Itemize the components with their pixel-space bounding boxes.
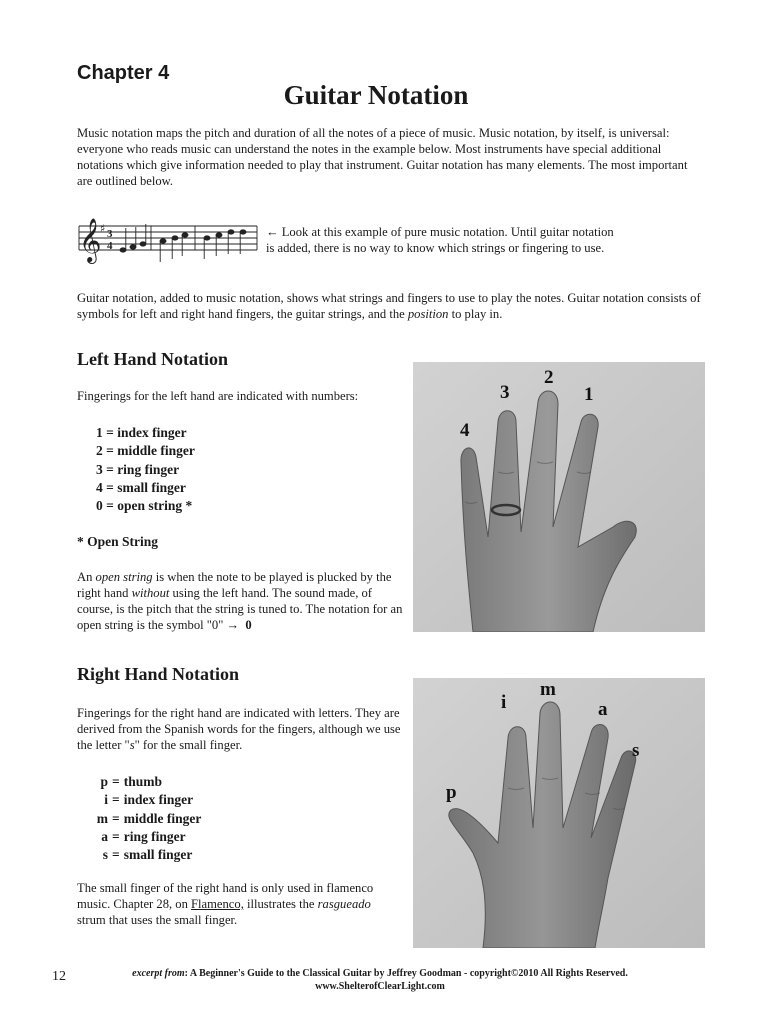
finger-label-2: 2 bbox=[544, 367, 554, 388]
guitar-notation-paragraph bbox=[77, 290, 707, 322]
open-para-text: An bbox=[77, 570, 96, 584]
page-title: Guitar Notation bbox=[283, 80, 469, 110]
left-hand-list bbox=[96, 424, 195, 515]
list-item: 4 = small finger bbox=[96, 479, 186, 495]
small-para-text: illustrates the bbox=[243, 897, 318, 911]
list-item: 0 = open string * bbox=[96, 498, 193, 514]
left-hand-intro: Fingerings for the left hand are indicated with numbers: bbox=[77, 389, 359, 403]
list-item: 3 = ring finger bbox=[96, 461, 180, 477]
finger-label-1: 1 bbox=[584, 384, 594, 405]
list-item: m = middle finger bbox=[89, 810, 201, 828]
rh-intro-text: Fingerings for the right hand are indicated with letters. They are derived from the Spanish words for the fingers, although we use the letter " bbox=[77, 706, 401, 752]
staff-note bbox=[266, 224, 686, 256]
finger-label-i: i bbox=[501, 692, 507, 713]
time-sig-bottom: 4 bbox=[107, 240, 113, 252]
small-para-text: strum that uses the small finger. bbox=[77, 913, 238, 927]
guitar-para-before: Guitar notation, added to music notation, shows what strings and fingers to use to play the notes. Guitar notation consists of symbols for left and right hand fingers, the guitar strings, and the bbox=[77, 291, 701, 321]
open-para-text: is when the note to be played is plucked by the right hand bbox=[77, 570, 392, 600]
footer-copyright: : A Beginner's Guide to the Classical Guitar by Jeffrey Goodman - copyright©2010 All Rights Reserved. bbox=[184, 968, 628, 979]
footer-line1 bbox=[80, 967, 680, 980]
staff-note-line2: is added, there is no way to know which strings or fingering to use. bbox=[266, 241, 605, 255]
rh-key: m bbox=[96, 810, 108, 826]
staff-svg bbox=[77, 214, 262, 268]
rh-key: p bbox=[100, 774, 108, 789]
rh-value: small finger bbox=[123, 847, 193, 863]
finger-label-m: m bbox=[540, 679, 556, 700]
rh-intro-text: " for the small finger. bbox=[134, 738, 243, 752]
page-number: 12 bbox=[52, 969, 66, 984]
treble-clef-icon: 𝄞 bbox=[79, 218, 102, 262]
rh-value: index finger bbox=[123, 792, 194, 808]
sharp-icon: ♯ bbox=[100, 222, 106, 235]
open-string-heading: * Open String bbox=[77, 534, 159, 549]
rh-key: a bbox=[101, 828, 108, 844]
open-string-term: open string bbox=[95, 570, 153, 584]
guitar-para-after: to play in. bbox=[448, 307, 503, 321]
footer bbox=[80, 967, 680, 993]
arrow-right-icon: → bbox=[226, 618, 240, 632]
right-hand-photo bbox=[413, 678, 705, 948]
finger-label-p: p bbox=[446, 782, 457, 803]
open-para-text: using the left hand. The sound made, of course, is the pitch that the string is tuned to. The notation for an open string is the symbol "0" bbox=[77, 586, 403, 632]
list-item: s = small finger bbox=[89, 846, 201, 864]
left-hand-heading: Left Hand Notation bbox=[77, 349, 229, 369]
flamenco-link[interactable]: Flamenco, bbox=[191, 897, 244, 911]
intro-paragraph: Music notation maps the pitch and duration of all the notes of a piece of music. Music notation, by itself, is universal: everyone who reads music can understand the notes in the example below. Most instruments have special additional notations which give information needed to play that instrument. Guitar notation has many elements. The most important are outlined below. bbox=[77, 126, 688, 188]
rh-intro-s: s bbox=[129, 738, 135, 752]
rh-key: i bbox=[104, 792, 108, 808]
staff-note-line1: ← Look at this example of pure music notation. Until guitar notation bbox=[266, 225, 614, 239]
finger-label-3: 3 bbox=[500, 382, 510, 403]
list-item: p = thumb bbox=[89, 773, 201, 791]
right-hand-intro bbox=[77, 705, 407, 753]
small-finger-paragraph bbox=[77, 880, 377, 928]
finger-label-4: 4 bbox=[460, 420, 470, 441]
list-item: a = ring finger bbox=[89, 828, 201, 846]
rh-value: ring finger bbox=[123, 828, 186, 844]
without-term: without bbox=[131, 586, 170, 600]
music-staff-example bbox=[77, 214, 262, 268]
finger-label-a: a bbox=[598, 699, 608, 720]
excerpt-label: excerpt from bbox=[132, 968, 185, 979]
right-hand-heading: Right Hand Notation bbox=[77, 664, 240, 684]
list-item: 2 = middle finger bbox=[96, 443, 195, 459]
list-item: i = index finger bbox=[89, 791, 201, 809]
left-hand-photo bbox=[413, 362, 705, 632]
rasgueado-term: rasgueado bbox=[317, 897, 371, 911]
small-para-text: The small finger of the right hand is only used in flamenco music. Chapter 28, on bbox=[77, 881, 374, 911]
open-string-symbol: 0 bbox=[245, 618, 252, 632]
chapter-label: Chapter 4 bbox=[77, 62, 170, 84]
finger-label-s: s bbox=[632, 740, 640, 761]
time-sig-top: 3 bbox=[107, 228, 113, 240]
left-hand-illustration bbox=[413, 362, 705, 632]
right-hand-list bbox=[89, 773, 201, 864]
list-item: 1 = index finger bbox=[96, 425, 187, 440]
rh-value: thumb bbox=[123, 774, 162, 789]
rh-value: middle finger bbox=[123, 810, 202, 826]
right-hand-illustration bbox=[413, 678, 705, 948]
open-string-paragraph bbox=[77, 569, 407, 633]
rh-key: s bbox=[102, 847, 108, 863]
footer-website: www.ShelterofClearLight.com bbox=[315, 981, 445, 992]
guitar-para-position: position bbox=[407, 307, 449, 321]
